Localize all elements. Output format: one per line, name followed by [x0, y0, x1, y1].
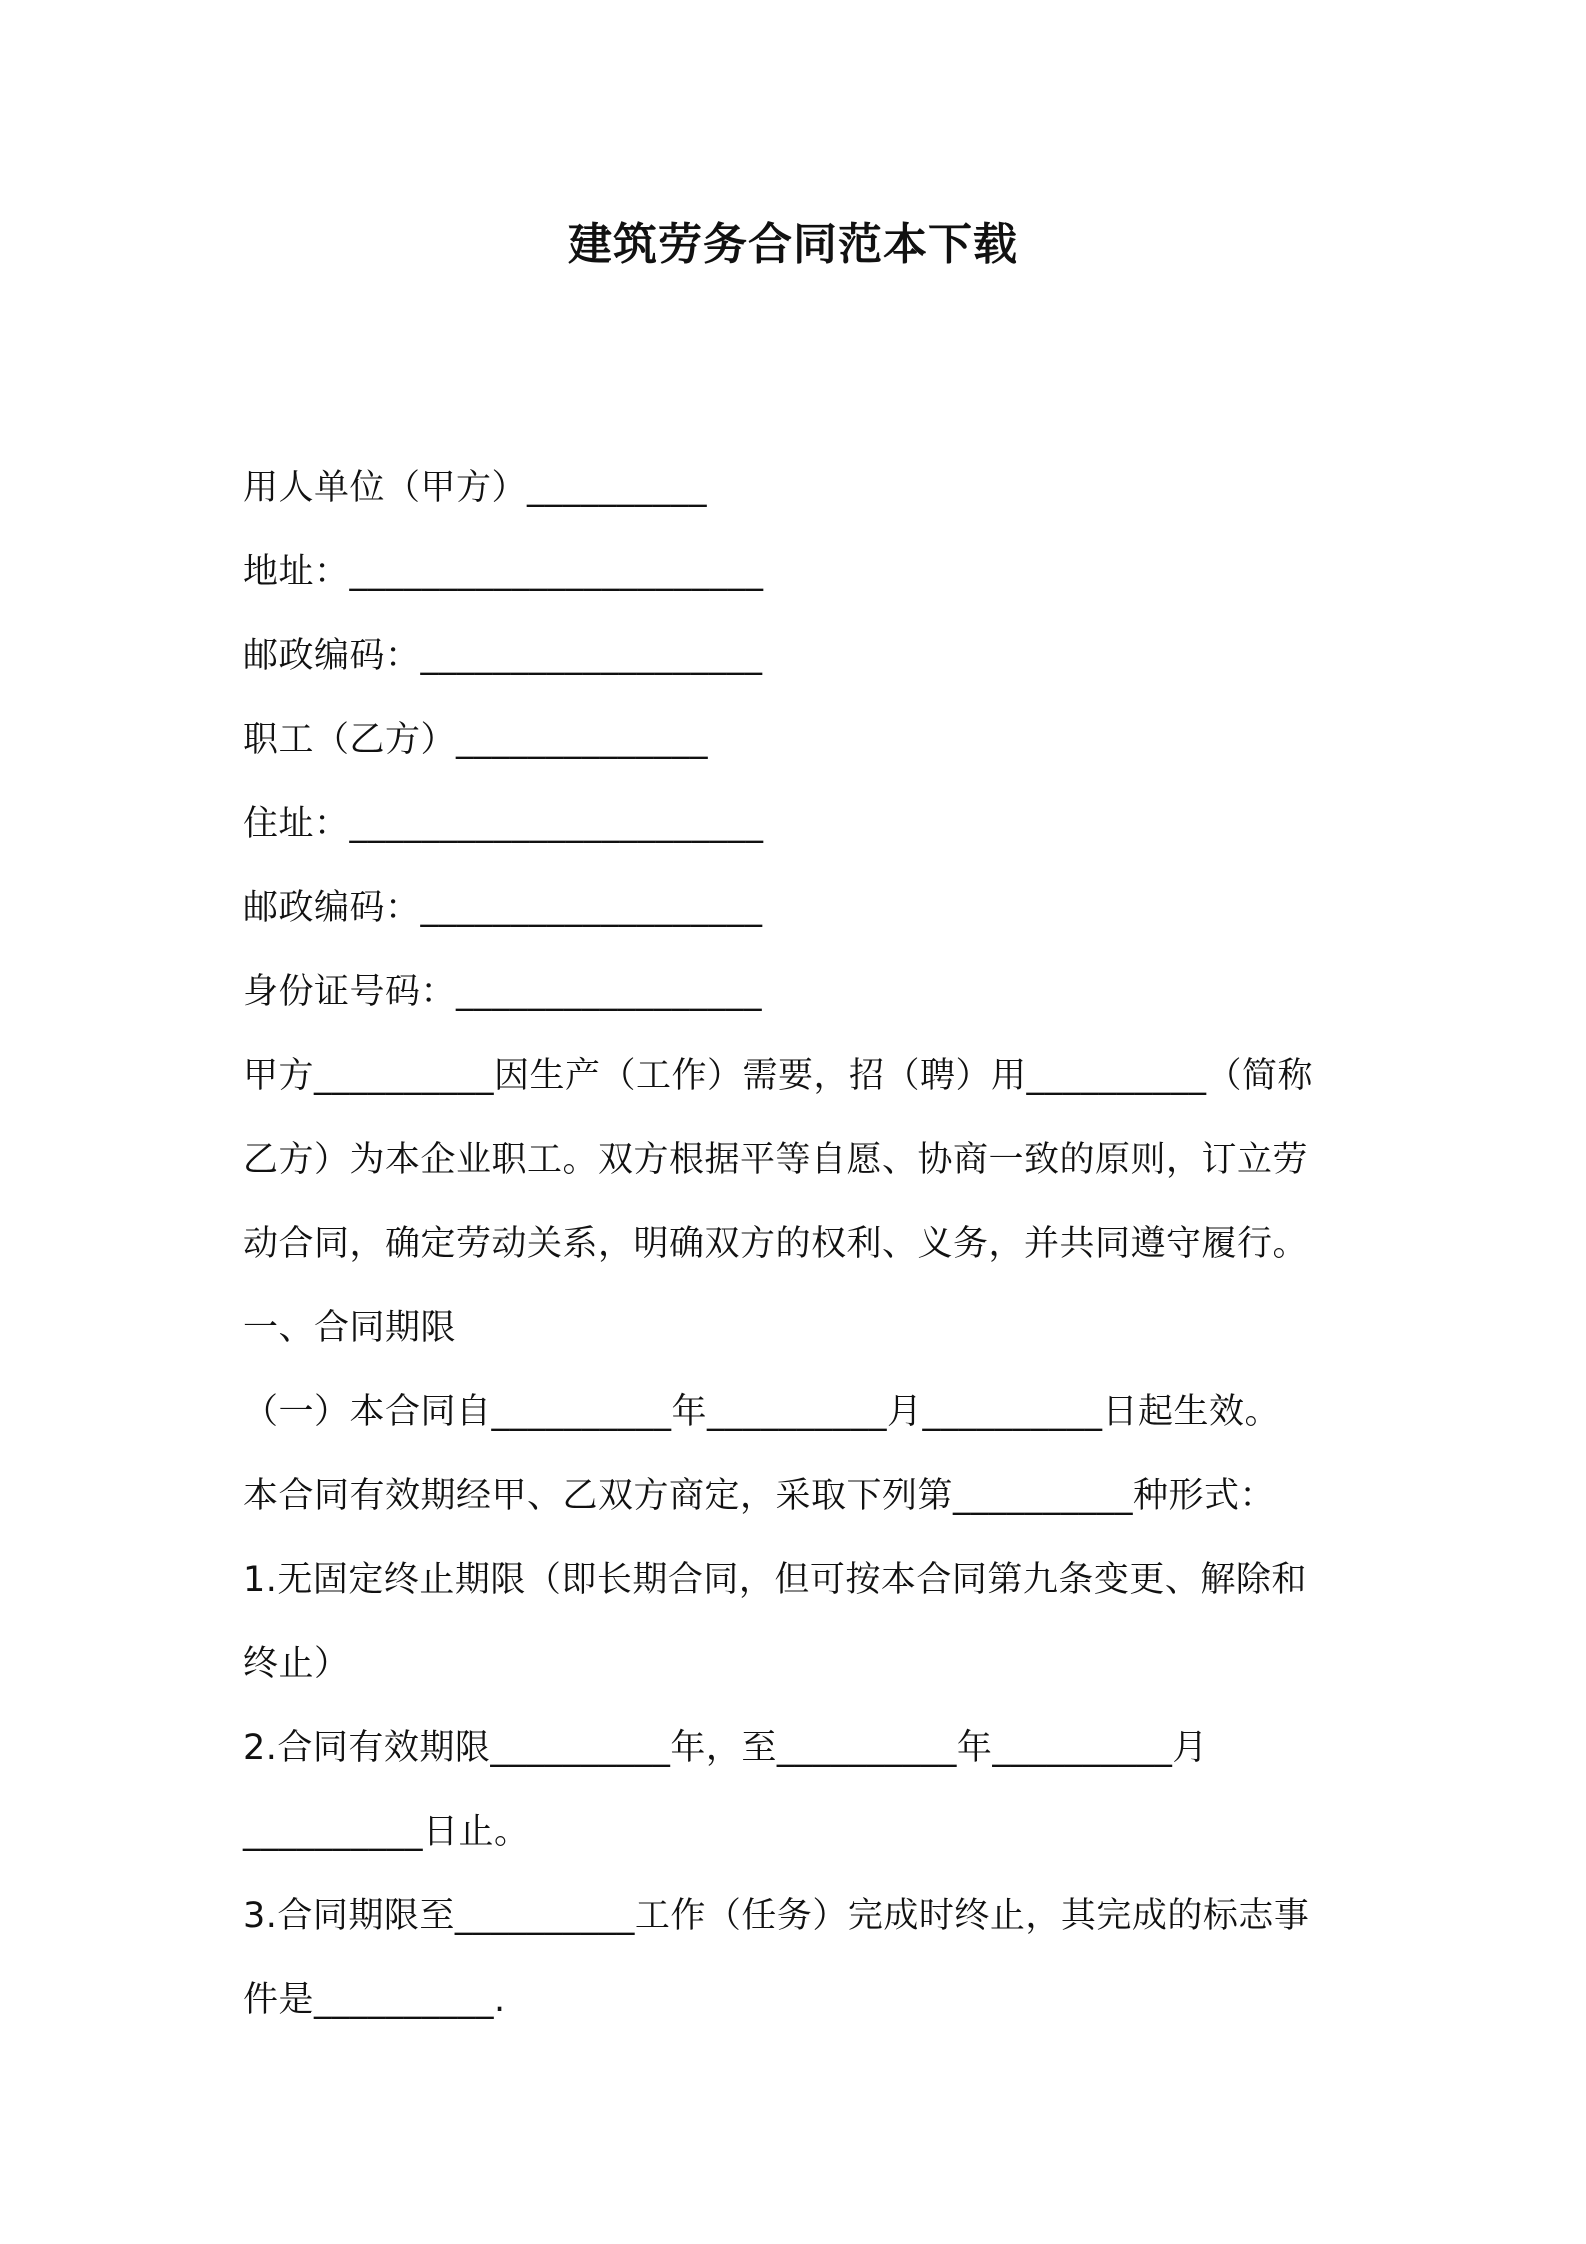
- party-b-postcode-line: 邮政编码：___________________: [243, 888, 763, 928]
- id-number-line: 身份证号码：_________________: [243, 972, 763, 1012]
- option-3-line-1: 3.合同期限至__________工作（任务）完成时终止，其完成的标志事: [243, 1896, 1310, 1936]
- party-a-address-line: 地址：_______________________: [243, 552, 764, 592]
- option-1-line-2: 终止）: [243, 1644, 350, 1684]
- party-b-address-line: 住址：_______________________: [243, 804, 764, 844]
- intro-paragraph-line-2: 乙方）为本企业职工。双方根据平等自愿、协商一致的原则，订立劳: [243, 1140, 1309, 1180]
- option-1-line-1: 1.无固定终止期限（即长期合同，但可按本合同第九条变更、解除和: [243, 1560, 1307, 1600]
- party-a-unit-line: 用人单位（甲方）__________: [243, 468, 708, 508]
- intro-paragraph-line-3: 动合同，确定劳动关系，明确双方的权利、义务，并共同遵守履行。: [243, 1224, 1309, 1264]
- section-heading-contract-term: 一、合同期限: [243, 1308, 457, 1348]
- party-b-worker-line: 职工（乙方）______________: [243, 720, 709, 760]
- option-3-line-2: 件是__________.: [243, 1980, 506, 2020]
- intro-paragraph-line-1: 甲方__________因生产（工作）需要，招（聘）用__________（简称: [243, 1056, 1314, 1096]
- document-body: [243, 446, 1363, 2042]
- option-2-line-2: __________日止。: [243, 1812, 530, 1852]
- document-title: 建筑劳务合同范本下载: [568, 219, 1018, 270]
- clause-effective-date: （一）本合同自__________年__________月__________日起生效。: [243, 1392, 1281, 1432]
- party-a-postcode-line: 邮政编码：___________________: [243, 636, 763, 676]
- option-2-line-1: 2.合同有效期限__________年，至__________年__________月: [243, 1728, 1208, 1768]
- clause-term-form: 本合同有效期经甲、乙双方商定，采取下列第__________种形式：: [243, 1476, 1276, 1516]
